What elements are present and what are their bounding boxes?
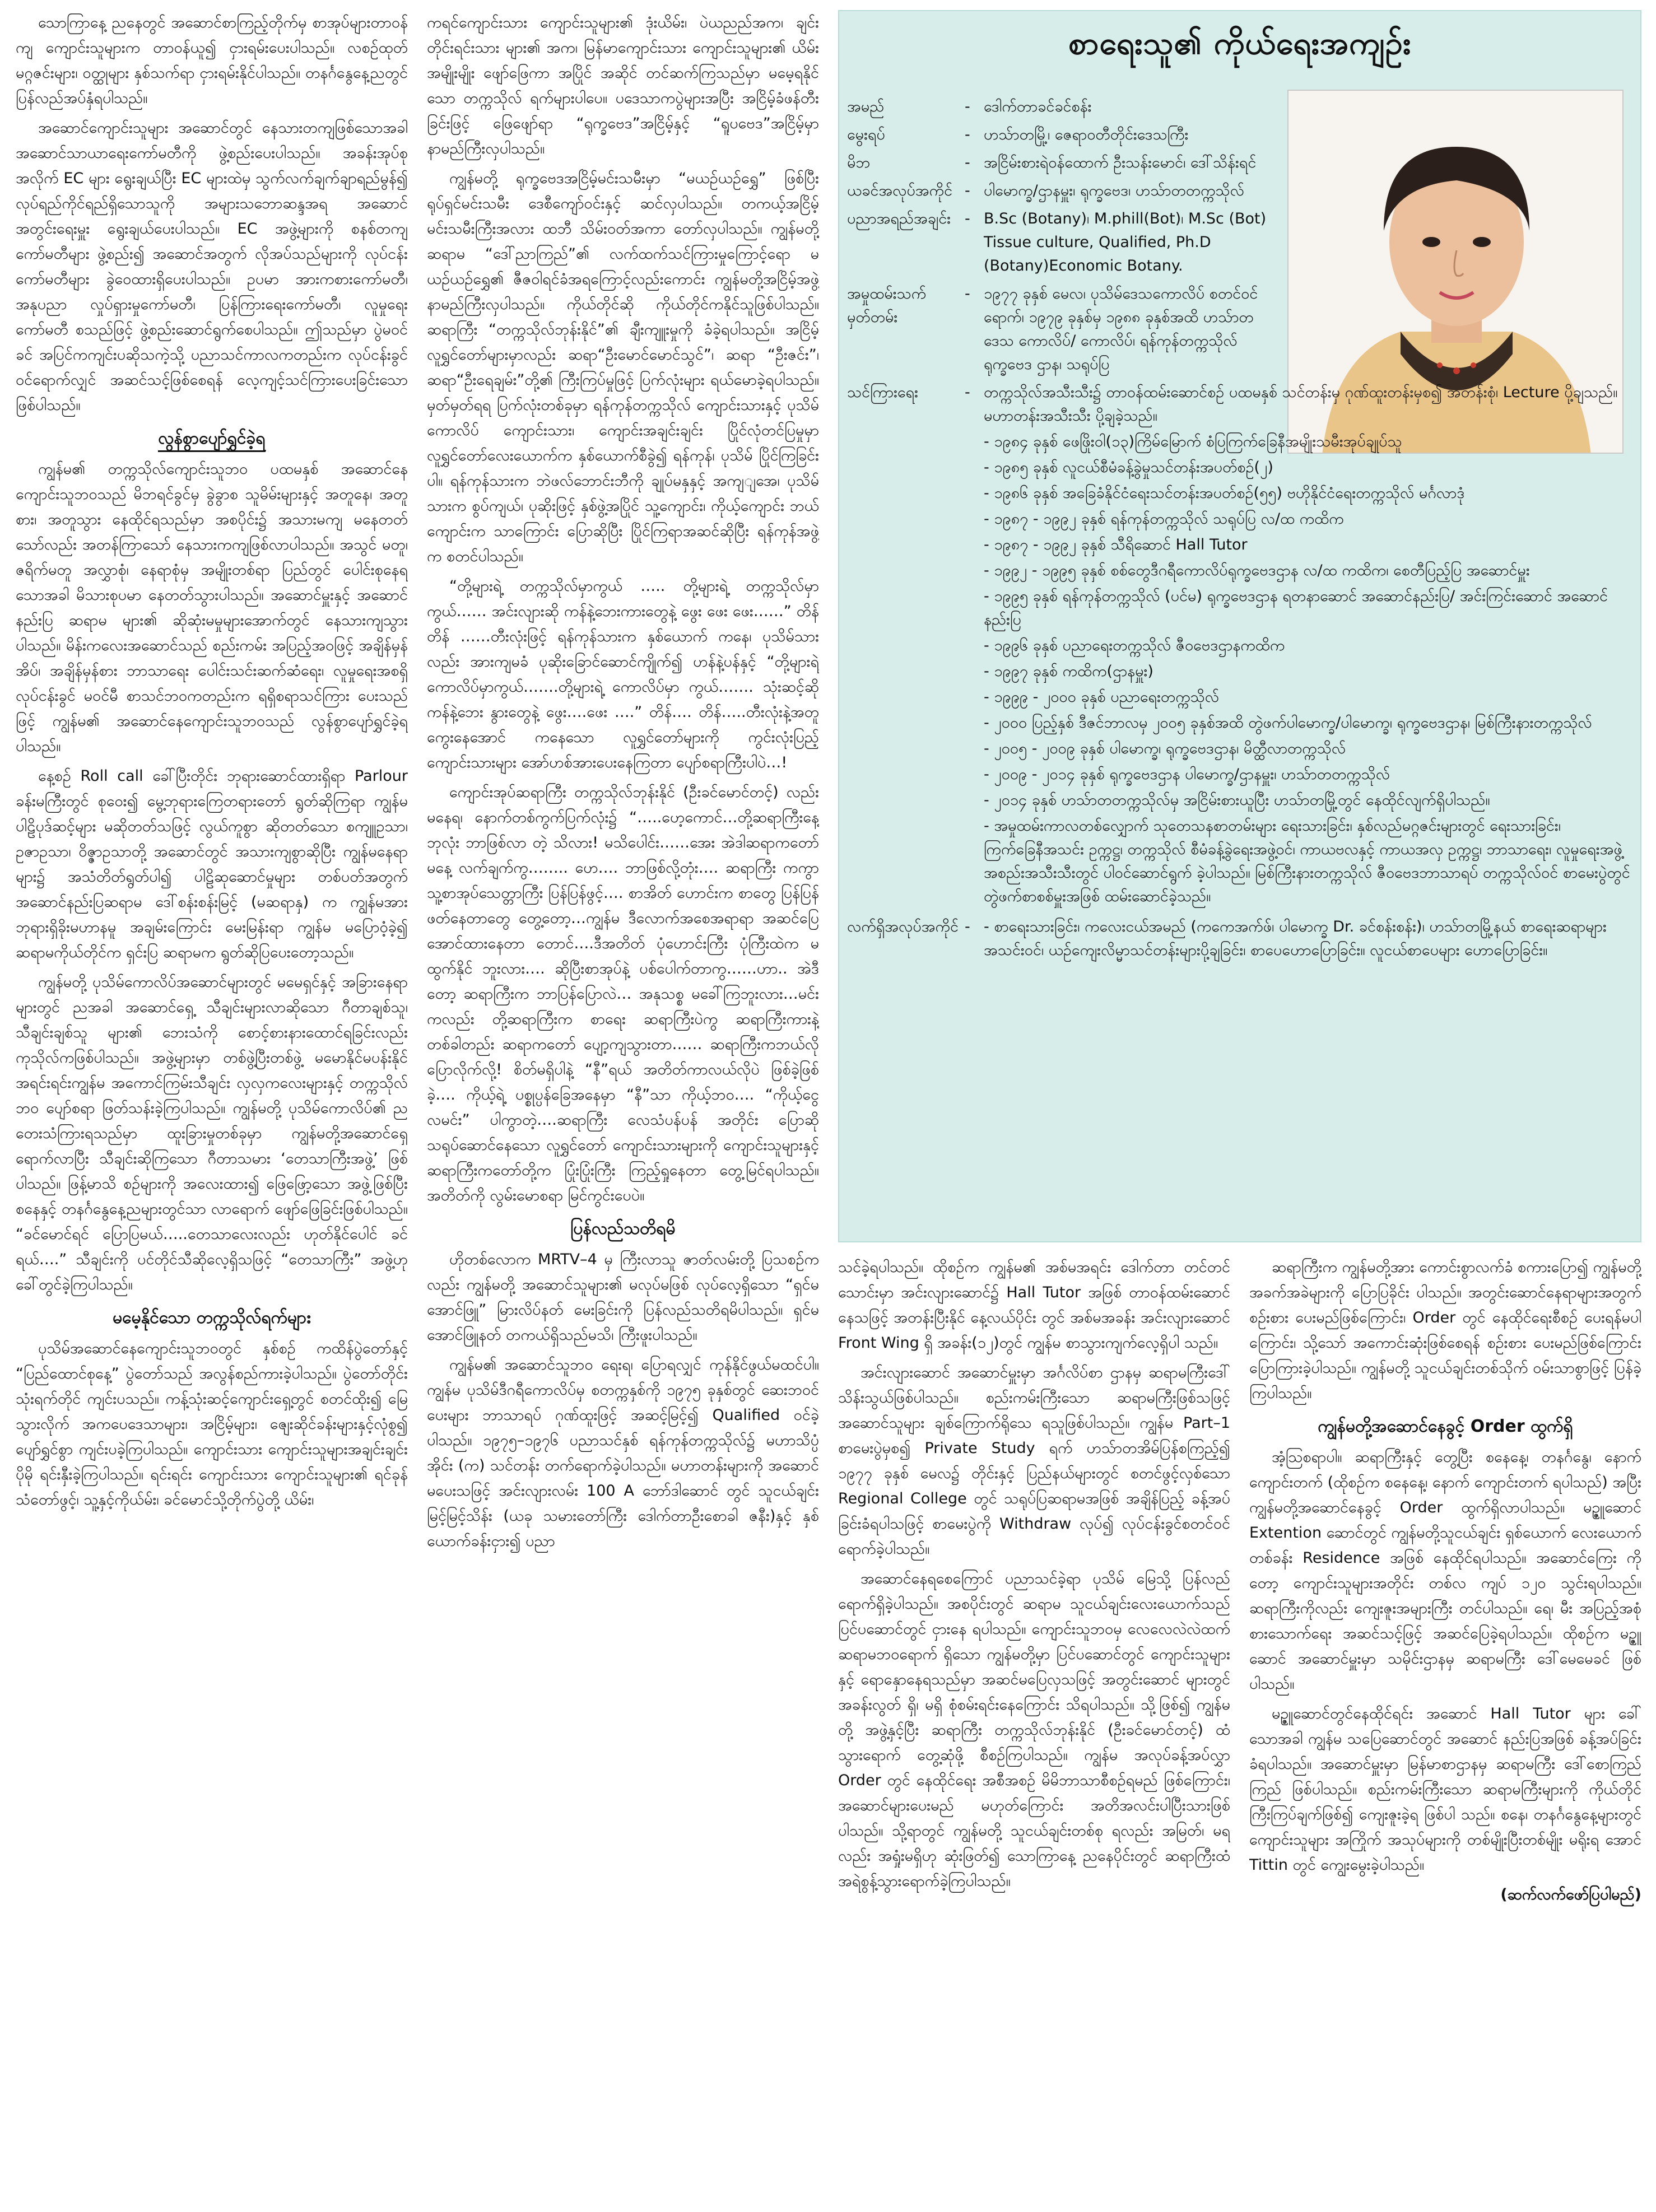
paragraph: ကရင်ကျောင်းသား ကျောင်းသူများ၏ ဒုံးယိမ်း၊ ပဲယညည်အက၊ ချင်းတိုင်းရင်းသား များ၏ အက၊ မြန်မာကျောင်းသား ကျောင်းသူများ၏ ယိမ်းအမျိုးမျိုး ဖျော်ဖြေကာ အပြိုင် အဆိုင် တင်ဆက်ကြသည်မှာ မမေ့ရနိုင်သော တက္ကသိုလ် ရက်များပါပေ။ ပဒေသာကပွဲများအပြီး အငြိမ့်ခံဖန်တီးခြင်းဖြင့် ဖြေဖျော်ရာ “ရုက္ခဗေဒ”အငြိမ့်နှင့် “ရူပဗေဒ”အငြိမ့်မှာ နာမည်ကြီးလှပါသည်။ [427, 14, 819, 157]
paragraph: ကျောင်းအုပ်ဆရာကြီး တက္ကသိုလ်ဘုန်းနိုင် (ဦးခင်မောင်တင့်) လည်း မနေရ၊ နောက်တစ်ကွက်ပြက်လုံး၌ “…..ဟေ့ကောင်…တို့ဆရာကြီးနေ့ ဘုလုံး ဘာဖြစ်လာ တဲ့ သိလား! မသိပေါင်း……အေး အဲဒါဆရာကတော် မနေ့ လက်ချက်ကွ…….. ဟေ…. ဘာဖြစ်လို့တုံး…. ဆရာကြီး ကကွာ သူ့စာအုပ်သေတ္တာကြီး ပြန်ပြန်ဖွင့်…. စာအိတ် ဟောင်းက စာတွေ ပြန်ပြန်ဖတ်နေတာတွေ တွေ့တော့…ကျွန်မ ဒီလောက်အစေအရာရာ အဆင်ပြေအောင်ထားနေတာ တောင်….ဒီအတိတ် ပုံဟောင်းကြီး ပုံကြီးထဲက မထွက်နိုင် ဘူးလား…. ဆိုပြီးစာအုပ်နဲ့ ပစ်ပေါက်တာကွ……ဟာ.. အဲဒီတော့ ဆရာကြီးက ဘာပြန်ပြောလဲ… အနုသစ္စ မခေါ်ကြဘူးလား…မင်းကလည်း တို့ဆရာကြီးက စာရေး ဆရာကြီးပဲကွ ဆရာကြီးကားနဲ့ တစ်ခါတည်း ဆရာကတော် ပျော့ကျသွားတာ…… ဆရာကြီးကဘယ်လိုပြောလိုက်လို့! စိတ်မရှိပါနဲ့ “နီ”ရယ် အတိတ်ကာလယ်လိုပဲ ဖြစ်ခဲ့ဖြစ်ခဲ့…. ကိုယ့်ရဲ့ ပစ္စုပ္ပန်ခြေအနေမှာ “နီ”သာ ကိုယ့်ဘဝ…. “ကိုယ့်ငွေလမင်း” ပါကွာတဲ့….ဆရာကြီး လေသံပန်ပန် အတိုင်း ပြောဆိုသရုပ်ဆောင်နေသော လူရွှင်တော် ကျောင်းသားများကို ကျောင်းသူများနှင့် ဆရာကြီးကတော်တို့က ပြုံးပြုံးကြီး ကြည့်ရှုနေတာ တွေ့မြင်ရပါသည်။ အတိတ်ကို လွမ်းမောစရာ မြင်ကွင်းပေပဲ။ [427, 784, 819, 1204]
career-item: - ၁၉၉၇ ခုနှစ် ကထိက(ဌာနမှူး) [984, 663, 1153, 680]
paragraph: ပုသိမ်အဆောင်နေကျောင်းသူဘဝတွင် နှစ်စဉ် ကထိန်ပွဲတော်နှင့် “ပြည်ထောင်စုနေ့” ပွဲတော်သည် အလွန်စည်ကားခဲ့ပါသည်။ ပွဲတော်တိုင်း သုံးရက်တိုင် ကျင်းပသည်။ ကန့်သုံးဆင့်ကျောင်းရှေ့တွင် စတင်ထိုး၍ မြေသွားလိုက် အကပေဒေသာများ၊ အငြိမ့်များ၊ ဇျေးဆိုင်ခန်းများနှင့်လုံစွ၍ ပျော်ရွှင်စွာ ကျင်းပခဲ့ကြပါသည်။ ကျောင်းသား ကျောင်းသူများအချင်းချင်း ပိုမို ရင်းနှီးခဲ့ကြပါသည်။ ရင်းရင်း ကျောင်းသား ကျောင်းသူများ၏ ရင်ခုန်သံတော်ဖွင့်၊ သူ့နှင့်ကိုယ်မ်း၊ ခင်မောင်သို့တိုက်ပွဲတို့ ယိမ်း၊ [16, 1340, 408, 1508]
career-item: - ၁၉၈၇ - ၁၉၉၂ ခုနှစ် ရန်ကုန်တက္ကသိုလ် သရုပ်ပြ လ/ထ ကထိက [984, 510, 1344, 528]
profile-row-parents: မိဘ - အငြိမ်းစားရဲဝန်ထောက် ဦးသန်းမောင်၊ ဒေါ်သိန်းရင် [847, 154, 1257, 171]
career-item: - ၂၀၁၄ ခုနှစ် ဟသ်ာတတက္ကသိုလ်မှ အငြိမ်းစားယူပြီး ဟသ်ာတမြို့တွင် နေထိုင်လျက်ရှိပါသည်။ [984, 791, 1490, 809]
profile-fields [847, 95, 1631, 967]
paragraph: အံ့သြစရာပါ။ ဆရာကြီးနှင့် တွေ့ပြီး စနေနေ့၊ တနင်္ဂနွေ၊ နောက် ကျောင်းတက် (ထိုစဉ်က စနေနေ့၊ နောက် ကျောင်းတက် ရပါသည်) အပြီး ကျွန်မတို့အဆောင်နေခွင့် Order ထွက်ရှိလာပါသည်။ မဉ္ဇူဆောင် Extention ဆောင်တွင် ကျွန်မတို့သူငယ်ချင်း ရှစ်ယောက် လေးယောက်တစ်ခန်း Residence အဖြစ် နေထိုင်ရပါသည်။ အဆောင်ကြေး ကိုတော့ ကျောင်းသူများအတိုင်း တစ်လ ကျပ် ၁၂၀ သွင်းရပါသည်။ ဆရာကြီးကိုလည်း ကျေးဇူးအများကြီး တင်ပါသည်။ ရေ၊ မီး အပြည့်အစုံ စားသောက်ရေး အဆင်သင့်ဖြင့် အဆင်ပြေခဲ့ရပါသည်။ ထိုစဉ်က မဉ္ဇူ ဆောင် အဆောင်မှူးမှာ သမိုင်းဌာနမှ ဆရာမကြီး ဒေါ်မေမေခင် ဖြစ်ပါသည်။ [1249, 1449, 1641, 1693]
career-item: - ၁၉၉၉ - ၂၀၀၀ ခုနှစ် ပညာရေးတက္ကသိုလ် [984, 688, 1220, 706]
career-item: - ၂၀၀၉ - ၂၀၁၄ ခုနှစ် ရုက္ခဗေဒဌာန ပါမောက္ခ/ဌာနမှူး၊ ဟသ်ာတတက္ကသိုလ် [984, 766, 1390, 783]
paragraph: ကျွန်မ၏ တက္ကသိုလ်ကျောင်းသူဘဝ ပထမနှစ် အဆောင်နေကျောင်းသူဘဝသည် မိဘရင်ခွင်မှ ခွဲခွာစ သူမိမ်းများနှင့် အတူနေ၊ အတူစား၊ အတူသွား နေထိုင်ရသည်မှာ အစပိုင်း၌ အသားမကျ မနေတတ်သော်လည်း အတန်ကြာသော် နေသားကကျဖြစ်လာပါသည်။ အသွင် မတူ၊ ဇရိက်မတူ အလွှာစုံ၊ နေရာစုံမှ အမျိုးတစ်ရာ ပြည်တွင် ပေါင်းစုနေရသောအခါ မိသားစုပမာ နေတတ်သွားပါသည်။ အဆောင်မှူးနှင့် အဆောင်နည်းပြ ဆရာမ များ၏ ဆိုဆုံးမမှုများအောက်တွင် နေသားကျသွားပါသည်။ မိန်းကလေးအဆောင်သည် စည်းကမ်း အပြည့်အဝဖြင့် အချိန်မှန်အိပ်၊ အချိန်မှန်စား ဘာသာရေး ပေါင်းသင်းဆက်ဆံရေး၊ လူမှုရေးအစရှိ လုပ်ငန်းခွင် မဝင်မီ စာသင်ဘဝကတည်းက ရရှိစရာသင်ကြား ပေးသည်ဖြင့် ကျွန်မ၏ အဆောင်နေကျောင်းသူဘဝသည် လွန်စွာပျော်ရွှင်ခဲ့ရပါသည်။ [16, 460, 408, 755]
paragraph: ဆရာကြီးက ကျွန်မတို့အား ကောင်းစွာလက်ခံ စကားပြော၍ ကျွန်မတို့အခက်အခဲများကို ပြောပြခိုင်း ပါသည်။ အတွင်းဆောင်နေရာများအတွက် စဉ်းစား ပေးမည်ဖြစ်ကြောင်း၊ Order တွင် နေထိုင်ရေးစီစဉ် ပေးရန်မပါကြောင်း၊ သို့သော် အကောင်းဆုံးဖြစ်စေရန် စဉ်းစား ပေးမည်ဖြစ်ကြောင်း ပြောကြားခဲ့ပါသည်။ ကျွန်မတို့ သူငယ်ချင်းတစ်သိုက် ဝမ်းသာစွာဖြင့် ပြန်ခဲ့ ကြပါသည်။ [1249, 1259, 1641, 1402]
paragraph: ကျွန်မတို့ ရုက္ခဗေဒအငြိမ့်မင်းသမီးမှာ “မယဉ်ယဉ်ရွှေ” ဖြစ်ပြီး ရုပ်ရှင်မင်းသမီး ဒေစီကျော်ဝင်းနှင့် ဆင်လှပါသည်။ တကယ့်အငြိမ့်မင်းသမီးကြီးအလား ထဘီ သိမ်းဝတ်အကာ တော်လှပါသည်။ ကျွန်မတို့ ဆရာမ “ဒေါ်ညာကြည်”၏ လက်ထက်သင်ကြားမှုကြောင့်ရော မယဉ်ယဉ်ရွှေ၏ ဇီဇဝါရင်ခံအရကြောင့်လည်းကောင်း ကျွန်မတို့အငြိမ့်အဖွဲ့ နာမည်ကြီးလှပါသည်။ ကိုယ်တိုင်ဆို ကိုယ်တိုင်ကနိုင်သူဖြစ်ပါသည်။ ဆရာကြီး “တက္ကသိုလ်ဘုန်းနိုင်”၏ ချီးကျူးမှုကို ခံခဲ့ရပါသည်။ အငြိမ့်လူရွှင်တော်များမှာလည်း ဆရာ“ဦးမောင်မောင်သွင်”၊ ဆရာ “ဦးဇင်း”၊ ဆရာ“ဦးရေချမ်း”တို့၏ ကြီးကြပ်မှုဖြင့် ပြက်လုံးများ ရယ်မောခဲ့ရပါသည်။ မှတ်မှတ်ရရ ပြက်လုံးတစ်ခုမှာ ရန်ကုန်တက္ကသိုလ် ကျောင်းသားနှင့် ပုသိမ်ကောလိပ် ကျောင်းသား၊ ကျောင်းအချင်းချင်း ပြိုင်လုံတင်ပြမှုမှာ လူရွှင်တော်လေးယောက်က နှစ်ယောက်စီခွဲ၍ ရန်ကုန်၊ ပုသိမ် ပြိုင်ကြခြင်းပါ။ ရန်ကုန်သားက ဘဲဖလ်ဘောင်းဘီကို ချုပ်မနှနှင့် အကျျအေ၊ ပုသိမ်သားက စွပ်ကျယ်၊ ပုဆိုးဖြင့် နှစ်ဖွဲ့အပြိုင် သူ့ကျောင်း၊ ကိုယ့်ကျောင်း ဘယ်ကျောင်းက သာကြောင်း ပြောဆိုပြီး ပြိုင်ကြရာအဆင်ဆိုပြီး ရန်ကုန်အဖွဲ့က စတင်ပါသည်။ [427, 170, 819, 565]
profile-row-education: ပညာအရည်အချင်း - B.Sc (Botany)၊ M.phill(Bot)၊ M.Sc (Bot) Tissue culture, Qualified, Ph.D (Botany)Economic Botany. [847, 210, 1267, 274]
article-column-1 [16, 10, 408, 2200]
section-heading: မမေ့နိုင်သော တက္ကသိုလ်ရက်များ [113, 1308, 311, 1328]
career-item: - အမှုထမ်းကာလတစ်လျှောက် သုတေသနစာတမ်းများ ရေးသားခြင်း၊ နှစ်လည်မဂ္ဂဇင်းများတွင် ရေးသားခြင်း၊ ကြက်ခြေနီအသင်း ဥက္ကဋ္ဌ၊ တက္ကသိုလ် စီမံခန့်ခွဲရေးအဖွဲ့ဝင်၊ ကာယဗလနှင့် ကာယအလှ ဥက္ကဋ္ဌ၊ ဘာသာရေး၊ လူမှုရေးအဖွဲ့အစည်းအသီးသီးတွင် ပါဝင်ဆောင်ရွက် ခဲ့ပါသည်။ မြစ်ကြီးနားတက္ကသိုလ် ဇီဝဗေဒဘာသာရပ် တက္ကသိုလ်ဝင် စာမေးပွဲတွင် တွဲဖက်စာစစ်မှူးအဖြစ် ထမ်းဆောင်ခဲ့သည်။ [984, 817, 1630, 905]
paragraph: ကျွန်မ၏ အဆောင်သူဘဝ ရေးရ၊ ပြောရလျှင် ကုန်နိုင်ဖွယ်မထင်ပါ။ ကျွန်မ ပုသိမ်ဒီဂရီကောလိပ်မှ စတက္ကနှစ်ကို ၁၉၇၅ ခုနှစ်တွင် ဆေးဘဝင်ပေးများ ဘာသာရပ် ဂုဏ်ထူးဖြင့် အဆင့်မြင့်၍ Qualified ဝင်ခဲ့ပါသည်။ ၁၉၇၅–၁၉၇၆ ပညာသင်နှစ် ရန်ကုန်တက္ကသိုလ်၌ မဟာသိပ္ပံအိုင်း (က) သင်တန်း တက်ရောက်ခဲ့ပါသည်။ မဟာတန်းများကို အဆောင်မပေးသဖြင့် အင်းလျားလမ်း 100 A ဘော်ဒါဆောင် တွင် သူငယ်ချင်း မြင့်မြင့်သိန်း (ယခု သမားတော်ကြီး ဒေါက်တာဦးစောခါ ဇနီး)နှင့် နှစ်ယောက်ခန်းငှား၍ ပညာ [427, 1356, 819, 1550]
continued-note: (ဆက်လက်ဖော်ပြပါမည်) [1500, 1886, 1641, 1903]
career-item: - ၁၉၉၆ ခုနှစ် ပညာရေးတက္ကသိုလ် ဇီဝဗေဒဌာနကထိက [984, 637, 1285, 654]
author-profile-box [838, 10, 1641, 1242]
section-heading: ပြန်လည်သတိရမိ [570, 1219, 676, 1238]
paragraph: မဉ္ဇူဆောင်တွင်နေထိုင်ရင်း အဆောင် Hall Tutor များ ခေါ်သောအခါ ကျွန်မ သပြေဆောင်တွင် အဆောင် နည်းပြအဖြစ် ခန့်အပ်ခြင်းခံရပါသည်။ အဆောင်မှူးမှာ မြန်မာစာဌာနမှ ဆရာမကြီး ဒေါ်စောကြည်ကြည် ဖြစ်ပါသည်။ စည်းကမ်းကြီးသော ဆရာမကြီးများကို ကိုယ်တိုင်ကြီးကြပ်ချက်ဖြစ်၍ ကျေးဇူးခဲ့ရ ဖြစ်ပါ သည်။ စနေ၊ တနင်္ဂနွေနေ့များတွင် ကျောင်းသူများ အကြိုက် အသုပ်များကို တစ်မျိုးပြီးတစ်မျိုး မရိုးရ အောင် Tittin တွင် ကျွေးမွေးခဲ့ပါသည်။ [1249, 1705, 1641, 1874]
section-heading: လွန်စွာပျော်ရွှင်ခဲ့ရ [16, 426, 408, 451]
article-column-4 [1249, 1255, 1641, 2200]
career-item: တက္ကသိုလ်အသီးသီး၌ တာဝန်ထမ်းဆောင်စဉ် ပထမနှစ် သင်တန်းမှ ဂုဏ်ထူးတန်းမှစ၍ အတန်းစုံ၊ Lecture ပို့ချသည်။ မဟာတန်းအသီးသီး ပို့ချခဲ့သည်။ [984, 384, 1618, 425]
paragraph: ကျွန်မတို့ ပုသိမ်ကောလိပ်အဆောင်များတွင် မမေရှင်နှင့် အခြားနေရာများတွင် ညအခါ အဆောင်ရှေ့ သီချင်းများလာဆိုသော ဂီတာချစ်သူ၊ သီချင်းချစ်သူ များ၏ ဘေးသံကို စောင့်စားနားထောင်ရခြင်းလည်း ကုသိုလ်ကဖြစ်ပါသည်။ အဖွဲ့များမှာ တစ်ဖွဲ့ပြီးတစ်ဖွဲ့ မမောနိုင်မပန်းနိုင် အရင်းရင်းကျွန်မ အကောင်ကြမ်းသီချင်း လှလှကလေးများနှင့် တက္ကသိုလ်ဘဝ ပျော်စရာ ဖြတ်သန်းခဲ့ကြပါသည်။ ကျွန်မတို့ ပုသိမ်ကောလိပ်၏ ညတေးသံကြားရသည်မှာ ထူးခြားမှုတစ်ခုမှာ ကျွန်မတို့အဆောင်ရှေ့ရောက်လာပြီး သီချင်းဆိုကြသော ဂီတာသမား ‘တေသာကြီးအဖွဲ့’ ဖြစ်ပါသည်။ ဖြန့်မာသိ စဉ်များကို အလေးထား၍ ဖြေဖြော့သော အဖွဲ့ဖြစ်ပြီး စနေနှင့် တနင်္ဂနွေနေ့ညများတွင်သာ လာရောက် ဖျော်ဖြေခြင်းဖြစ်ပါသည်။ “ခင်မောင်ရင် ပြောပြမယ်…..တေသာလေးလည်း ဟုတ်နိုင်ပေါင် ခင်ရယ်….” သီချင်းကို ပင်တိုင်သီဆိုလေ့ရှိသဖြင့် “တေသာကြီး” အဖွဲ့ဟု ခေါ်တွင်ခဲ့ကြပါသည်။ [16, 974, 408, 1293]
career-item: - ၁၉၉၂ - ၁၉၉၅ ခုနှစ် စစ်တွေဒီဂရီကောလိပ်ရုက္ခဗေဒဌာန လ/ထ ကထိက၊ စေတီပြည့်ပြ အဆောင်မှူး [984, 562, 1530, 579]
career-item: - ၁၉၈၅ ခုနှစ် လူငယ်စီမံခန့်ခွဲမှုသင်တန်းအပတ်စဉ်(၂) [984, 459, 1273, 476]
paragraph: သောကြာနေ့ ညနေတွင် အဆောင်စာကြည့်တိုက်မှ စာအုပ်များတာဝန်ကျ ကျောင်းသူများက တာဝန်ယူ၍ ငှားရမ်းပေးပါသည်။ လစဉ်ထုတ်မဂ္ဂဇင်းများ၊ ဝတ္ထုများ နှစ်သက်ရာ ငှားရမ်းနိုင်ပါသည်။ တနင်္ဂနွေနေ့ညတွင် ပြန်လည်အပ်နှံရပါသည်။ [16, 14, 408, 107]
career-item: - ၁၉၈၇ - ၁၉၉၂ ခုနှစ် သီရိဆောင် Hall Tutor [984, 536, 1248, 553]
career-item: - ၁၉၈၄ ခုနှစ် ဖေဖြိုးဝါ(၁၃)ကြိမ်မြောက် စံပြကြက်ခြေနီအမျိုးသမီးအုပ်ချုပ်သူ [984, 433, 1402, 450]
profile-row-current-job: လက်ရှိအလုပ်အကိုင် - - စာရေးသားခြင်း၊ ကလေးငယ်အမည် (ကကေအက်ဖ်၊ ပါမောက္ခ Dr. ခင်စန်းစန်း)၊ ဟသ်ာတမြို့နယ် စာရေးဆရာများအသင်းဝင်၊ ယဉ်ကျေးလိမ္မာသင်တန်းများပို့ချခြင်း၊ စာပေဟောပြောခြင်း။ လူငယ်စာပေများ ဟောပြောခြင်း။ [847, 918, 1607, 959]
paragraph: နေ့စဉ် Roll call ခေါ်ပြီးတိုင်း ဘုရားဆောင်ထားရှိရာ Parlour ခန်းမကြီးတွင် စုဝေး၍ မွေ့ဘုရားကြေတရားတော် ရွတ်ဆိုကြရာ ကျွန်မ ပါဠိပုဒ်ဆင့်များ မဆိုတတ်သဖြင့် လွယ်ကူစွာ ဆိုတတ်သော စကျူဥသာ၊ ဥဇာဥသာ၊ ဝိဇ္ဇာဥသာတို့ အဆောင်တွင် အသားကျစွာဆိုပြီး ကျွန်မနေရာများ၌ အသံတိတ်ရွတ်ပါ၍ ပါဠိဆုဆောင်မှုများ တစ်ပတ်အတွက် အဆောင်နည်းပြဆရာမ ဒေါ်စန်းစန်းမြင့် (မဆရာနှ) က ကျွန်မအား ဘုရားရှိခိုးမဟာနမူ အချမ်းကြောင်း မေးမြန်းရာ ကျွန်မ မပြောဝံ့ခဲ့၍ ဆရာမကိုယ်တိုင်က ရှင်းပြ ဆရာမက ရွတ်ဆိုပြပေးတော့သည်။ [16, 767, 408, 961]
paragraph: အဆောင်ကျောင်းသူများ အဆောင်တွင် နေသားတကျဖြစ်သောအခါ အဆောင်သာယာရေးကော်မတီကို ဖွဲ့စည်းပေးပါသည်။ အခန်းအုပ်စုအလိုက် EC များ ရွေးချယ်ပြီး EC များထဲမှ သွက်လက်ချက်ချာရည်မွန်၍ လုပ်ရည်ကိုင်ရည်ရှိသောသူကို အများသဘောဆန္ဒအရ အဆောင်အတွင်းရေးမှူး ရွေးချယ်ပေးပါသည်။ EC အဖွဲ့များကို စနစ်တကျကော်မတီများ ဖွဲ့စည်း၍ အဆောင်အတွက် လိုအပ်သည်များကို လုပ်ငန်းကော်မတီများ ခွဲဝေထားရှိပေးပါသည်။ ဥပမာ အားကစားကော်မတီ၊ အနုပညာ လှုပ်ရှားမှုကော်မတီ၊ ပြန်ကြားရေးကော်မတီ၊ လူမှုရေး ကော်မတီ စသည်ဖြင့် ဖွဲ့စည်းဆောင်ရွက်စေပါသည်။ ဤသည်မှာ ပွဲမဝင်ခင် အပြင်ကကျင်းပဆိုသကဲ့သို့ ပညာသင်ကာလကတည်းက လုပ်ငန်းခွင်ဝင်ရောက်လျှင် အဆင်သင့်ဖြစ်စေရန် လေ့ကျင့်သင်ကြားပေးခြင်းသော ဖြစ်ပါသည်။ [16, 119, 408, 414]
profile-row-name: အမည် - ဒေါက်တာခင်ခင်စန်း [847, 98, 1092, 115]
paragraph: အဆောင်နေရစေကြောင် ပညာသင်ခဲ့ရာ ပုသိမ် မြေသို့ ပြန်လည်ရောက်ရှိခဲ့ပါသည်။ အစပိုင်းတွင် ဆရာမ သူငယ်ချင်းလေးယောက်သည် ပြင်ပဆောင်တွင် ငှားနေ ရပါသည်။ ကျောင်းသူဘဝမှ လေလေလဲလဲထက်ဆရာမဘဝရောက် ရှိသော ကျွန်မတို့မှာ ပြင်ပဆောင်တွင် ကျောင်းသူများနှင့် ရောနှောနေရသည်မှာ အဆင်မပြေလှသဖြင့် အတွင်းဆောင် များတွင် အခန်းလွတ် ရှိ၊ မရှိ စုံစမ်းရင်းနေကြောင်း သိရပါသည်။ သို့ဖြစ်၍ ကျွန်မတို့ အဖွဲ့နှင့်ပြီး ဆရာကြီး တက္ကသိုလ်ဘုန်းနိုင် (ဦးခင်မောင်တင့်) ထံ သွားရောက် တွေ့ဆုံဖို့ စီစဉ်ကြပါသည်။ ကျွန်မ အလုပ်ခန့်အပ်လွှာ Order တွင် နေထိုင်ရေး အစီအစဉ် မိမိဘာသာစီစဉ်ရမည် ဖြစ်ကြောင်း၊ အဆောင်များပေးမည် မဟုတ်ကြောင်း အတိအလင်းပါပြီးသားဖြစ်ပါသည်။ သို့ရာတွင် ကျွန်မတို့ သူငယ်ချင်းတစ်စု ရလည်း အမြတ်၊ မရလည်း အရှုံးမရှိဟု ဆုံးဖြတ်၍ သောကြာနေ့ ညနေပိုင်းတွင် ဆရာကြီးထံ အရဲစွန့်သွားရောက်ခဲ့ကြပါသည်။ [838, 1570, 1230, 1890]
profile-row-birthplace: မွေးရပ် - ဟသ်ာတမြို့၊ ဇေရာဝတီတိုင်းဒေသကြီး [847, 126, 1189, 143]
career-item: - ၂၀၀၀ ပြည့်နှစ် ဒီဇင်ဘာလမှ ၂၀၀၅ ခုနှစ်အထိ တွဲဖက်ပါမောက္ခ/ပါမောက္ခ၊ ရုက္ခဗေဒဌာန၊ မြစ်ကြီးနားတက္ကသိုလ် [984, 714, 1592, 732]
career-item: - ၂၀၀၅ - ၂၀၀၉ ခုနှစ် ပါမောက္ခ၊ ရုက္ခဗေဒဌာန၊ မိတ္ထီလာတက္ကသိုလ် [984, 740, 1346, 757]
career-item: - ၁၉၈၆ ခုနှစ် အခြေခံနိုင်ငံရေးသင်တန်းအပတ်စဉ်(၅၅) ဗဟိုနိုင်ငံရေးတက္ကသိုလ် မင်္ဂလာဒုံ [984, 485, 1465, 502]
career-item: - ၁၉၉၅ ခုနှစ် ရန်ကုန်တက္ကသိုလ် (ပင်မ) ရုက္ခဗေဒဌာန ရတနာဆောင် အဆောင်နည်းပြ/ အင်းကြင်းဆောင် အဆောင်နည်းပြ [984, 588, 1608, 628]
article-column-2 [427, 10, 819, 2200]
article-column-3 [838, 1255, 1230, 2200]
paragraph: ဟိုတစ်လောက MRTV–4 မှ ကြီးလာသူ ဇာတ်လမ်းတို့ ပြသစဉ်ကလည်း ကျွန်မတို့ အဆောင်သူများ၏ မလုပ်မဖြစ် လုပ်လေ့ရှိသော “ရှင်မအောင်ဖြူ” မြားလိပ်နတ် မေးခြင်းကို ပြန်လည်သတိရမိပါသည်။ ရှင်မအောင်ဖြူနတ် တကယ်ရှိသည်မသိ၊ ကြီးဖူးပါသည်။ [427, 1251, 819, 1344]
profile-row-former-job: ယခင်အလုပ်အကိုင် - ပါမောက္ခ/ဌာနမှူး၊ ရုက္ခဗေဒ၊ ဟသ်ာတတက္ကသိုလ် [847, 182, 1244, 199]
paragraph: သင်ခဲ့ရပါသည်။ ထိုစဉ်က ကျွန်မ၏ အစ်မအရင်း ဒေါက်တာ တင်တင်သောင်းမှာ အင်းလျားဆောင်၌ Hall Tutor အဖြစ် တာဝန်ထမ်းဆောင်နေသဖြင့် အတန်းပြီးနိုင် နေ့လယ်ပိုင်း တွင် အစ်မအခန်း အင်းလျားဆောင် Front Wing ရှိ အခန်း(၁၂)တွင် ကျွန်မ စာသွားကျက်လေ့ရှိပါ သည်။ [838, 1259, 1230, 1352]
section-heading: ကျွန်မတို့အဆောင်နေခွင့် Order ထွက်ရှိ [1318, 1417, 1573, 1436]
profile-row-career: သင်ကြားရေး - တက္ကသိုလ်အသီးသီး၌ တာဝန်ထမ်းဆောင်စဉ် ပထမနှစ် သင်တန်းမှ ဂုဏ်ထူးတန်းမှစ၍ အတန်းစုံ၊ Lecture ပို့ချသည်။ မဟာတန်းအသီးသီး ပို့ချခဲ့သည်။ - ၁၉၈၄ ခုနှစ် ဖေဖြိုးဝါ(၁၃)ကြိမ်မြောက် စံပြကြက်ခြေနီအမျိုးသမီးအုပ်ချုပ်သူ - ၁၉၈၅ ခုနှစ် လူငယ်စီမံခန့်ခွဲမှုသင်တန်းအပတ်စဉ်(၂) - ၁၉၈၆ ခုနှစ် အခြေခံနိုင်ငံရေးသင်တန်းအပတ်စဉ်(၅၅) ဗဟိုနိုင်ငံရေးတက္ကသိုလ် မင်္ဂလာဒုံ - ၁၉၈၇ - ၁၉၉၂ ခုနှစ် ရန်ကုန်တက္ကသိုလ် သရုပ်ပြ လ/ထ ကထိက - ၁၉၈၇ - ၁၉၉၂ ခုနှစ် သီရိဆောင် Hall Tutor - ၁၉၉၂ - ၁၉၉၅ ခုနှစ် စစ်တွေဒီဂရီကောလိပ်ရုက္ခဗေဒဌာန လ/ထ ကထိက၊ စေတီပြည့်ပြ အဆောင်မှူး - ၁၉၉၅ ခုနှစ် ရန်ကုန်တက္ကသိုလ် (ပင်မ) ရုက္ခဗေဒဌာန ရတနာဆောင် အဆောင်နည်းပြ/ အင်းကြင်းဆောင် အဆောင်နည်းပြ - ၁၉၉၆ ခုနှစ် ပညာရေးတက္ကသိုလ် ဇီဝဗေဒဌာနကထိက - ၁၉၉၇ ခုနှစ် ကထိက(ဌာနမှူး) - ၁၉၉၉ - ၂၀၀၀ ခုနှစ် ပညာရေးတက္ကသိုလ် - ၂၀၀၀ ပြည့်နှစ် ဒီဇင်ဘာလမှ ၂၀၀၅ ခုနှစ်အထိ တွဲဖက်ပါမောက္ခ/ပါမောက္ခ၊ ရုက္ခဗေဒဌာန၊ မြစ်ကြီးနားတက္ကသိုလ် - ၂၀၀၅ - ၂၀၀၉ ခုနှစ် ပါမောက္ခ၊ ရုက္ခဗေဒဌာန၊ မိတ္ထီလာတက္ကသိုလ် - ၂၀၀၉ - ၂၀၁၄ ခုနှစ် ရုက္ခဗေဒဌာန ပါမောက္ခ/ဌာနမှူး၊ ဟသ်ာတတက္ကသိုလ် - ၂၀၁၄ ခုနှစ် ဟသ်ာတတက္ကသိုလ်မှ အငြိမ်းစားယူပြီး ဟသ်ာတမြို့တွင် နေထိုင်လျက်ရှိပါသည်။ - အမှုထမ်းကာလတစ်လျှောက် သုတေသနစာတမ်းများ ရေးသားခြင်း၊ နှစ်လည်မဂ္ဂဇင်းများတွင် ရေးသားခြင်း၊ ကြက်ခြေနီအသင်း ဥက္ကဋ္ဌ၊ တက္ကသိုလ် စီမံခန့်ခွဲရေးအဖွဲ့ဝင်၊ ကာယဗလနှင့် ကာယအလှ ဥက္ကဋ္ဌ၊ ဘာသာရေး၊ လူမှုရေးအဖွဲ့အစည်းအသီးသီးတွင် ပါဝင်ဆောင်ရွက် ခဲ့ပါသည်။ မြစ်ကြီးနားတက္ကသိုလ် ဇီဝဗေဒဘာသာရပ် တက္ကသိုလ်ဝင် စာမေးပွဲတွင် တွဲဖက်စာစစ်မှူးအဖြစ် ထမ်းဆောင်ခဲ့သည်။ [847, 381, 1631, 911]
paragraph: “တို့များရဲ့ တက္ကသိုလ်မှာကွယ် ….. တို့များရဲ့ တက္ကသိုလ်မှာကွယ်…… အင်းလျားဆို ကန်နဲ့ဘေးကားတွေနဲ့ ဖွေး ဖေး ဖေး……” တိန် တိန် ……တီးလုံးဖြင့် ရန်ကုန်သားက နှစ်ယောက် ကနေ၊ ပုသိမ်သားလည်း အားကျမခံ ပုဆိုးခြောင်ဆောင်ကျိုက်၍ ဟန်နဲ့ပန်နှင့် “တို့များရဲ့ ကောလိပ်မှာကွယ်…….တို့များရဲ့ ကောလိပ်မှာ ကွယ်……. သုံးဆင့်ဆို ကန်နဲ့ဘေး နွားတွေနဲ့ ဖွေး….ဖေး ….” တိန်…. တိန်…..တီးလုံးနဲ့အတူ ကွေးနေအောင် ကနေသော လူရွှင်တော်များကို ကွင်းလုံးပြည့် ကျောင်းသားများ အော်ဟစ်အားပေးနေကြတာ ပျော်စရာကြီးပါပဲ…! [427, 578, 819, 771]
profile-title: စာရေးသူ၏ ကိုယ်ရေးအကျဉ်း [1068, 25, 1412, 62]
paragraph: အင်းလျားဆောင် အဆောင်မှူးမှာ အင်္ဂလိပ်စာ ဌာနမှ ဆရာမကြီးဒေါ်သိန်းသွယ်ဖြစ်ပါသည်။ စည်းကမ်းကြီးသော ဆရာမကြီးဖြစ်သဖြင့် အဆောင်သူများ ချစ်ကြောက်ရိုသေ ရသူဖြစ်ပါသည်။ ကျွန်မ Part–1 စာမေးပွဲမှစ၍ Private Study ရက် ဟသ်ာတအိမ်ပြန်စကြည့်၍ ၁၉၇၇ ခုနှစ် မေလ၌ တိုင်းနှင့် ပြည်နယ်များတွင် စတင်ဖွင့်လှစ်သော Regional College တွင် သရုပ်ပြဆရာမအဖြစ် အချိန်ပြည့် ခန့်အပ်ခြင်းခံရပါသဖြင့် စာမေးပွဲကို Withdraw လုပ်၍ လုပ်ငန်းခွင်စတင်ဝင်ရောက်ခဲ့ပါသည်။ [838, 1364, 1230, 1558]
profile-row-service-record: အမှုထမ်းသက်မှတ်တမ်း - ၁၉၇၇ ခုနှစ် မေလ၊ ပုသိမ်ဒေသကောလိပ် စတင်ဝင်ရောက်၊ ၁၉၇၉ ခုနှစ်မှ ၁၉၈၈ ခုနှစ်အထိ ဟသ်ာတဒေသ ကောလိပ်/ ကောလိပ်၊ ရန်ကုန်တက္ကသိုလ် ရုက္ခဗေဒ ဌာန၊ သရုပ်ပြ [847, 285, 1258, 373]
